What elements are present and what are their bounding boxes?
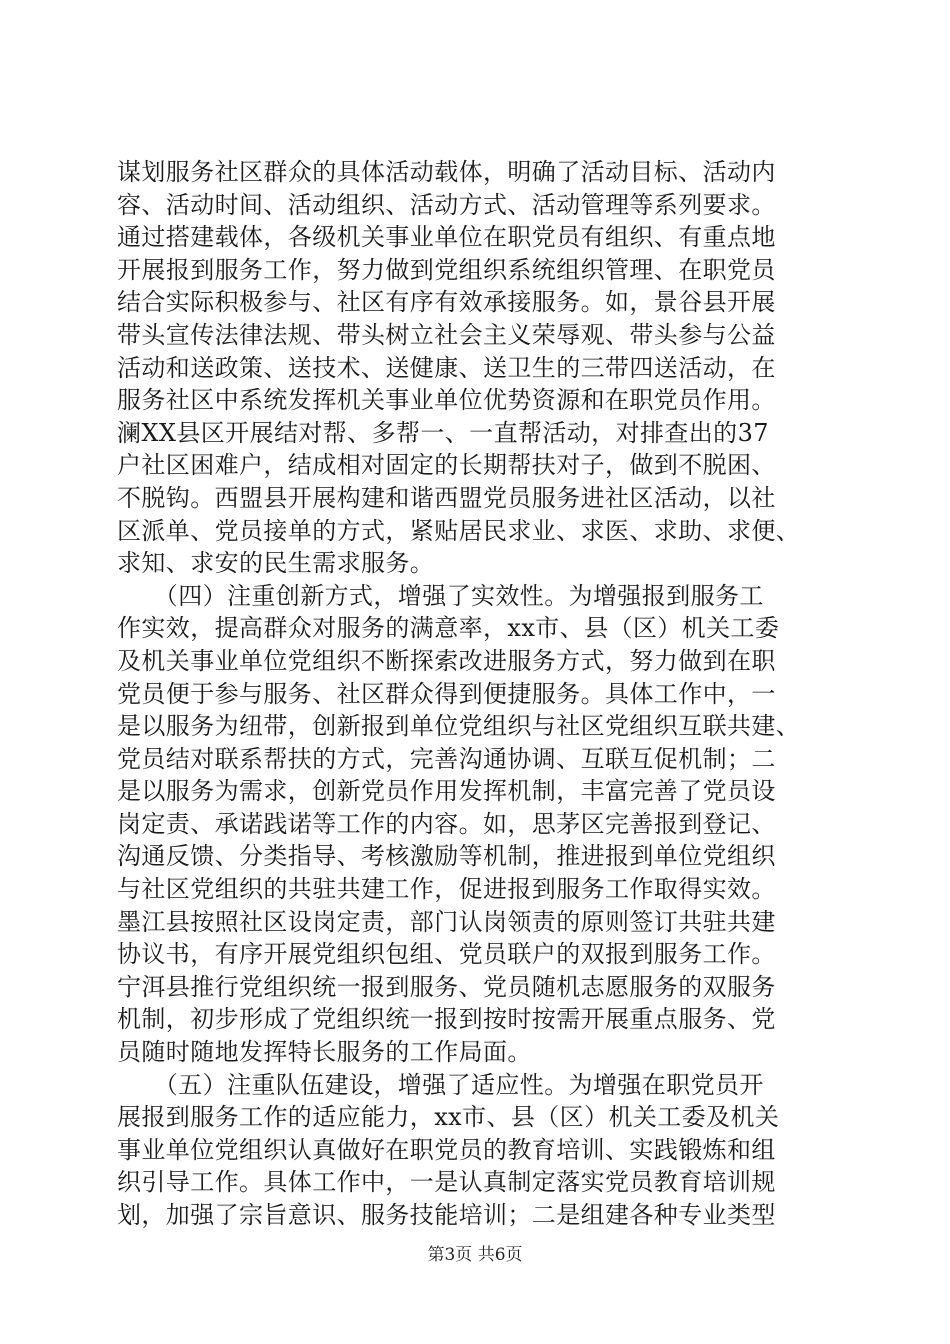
text-line: 澜XX县区开展结对帮、多帮一、一直帮活动，对排查出的37	[117, 418, 769, 447]
text-line: 党员结对联系帮扶的方式，完善沟通协调、互联互促机制；二	[117, 744, 776, 773]
text-line: 求知、求安的民生需求服务。	[117, 549, 435, 578]
text-line: 户社区困难户，结成相对固定的长期帮扶对子，做到不脱困、	[117, 451, 776, 480]
text-line: 是以服务为需求，创新党员作用发挥机制，丰富完善了党员设	[117, 777, 776, 806]
text-line: 与社区党组织的共驻共建工作，促进报到服务工作取得实效。	[117, 875, 776, 904]
text-line: 机制，初步形成了党组织统一报到按时按需开展重点服务、党	[117, 1005, 776, 1034]
text-line: 宁洱县推行党组织统一报到服务、党员随机志愿服务的双服务	[117, 972, 776, 1001]
text-line: 展报到服务工作的适应能力，xx市、县（区）机关工委及机关	[117, 1103, 780, 1132]
text-line: 通过搭建载体，各级机关事业单位在职党员有组织、有重点地	[117, 223, 776, 252]
text-line: 区派单、党员接单的方式，紧贴居民求业、求医、求助、求便、	[117, 516, 801, 545]
text-line: 岗定责、承诺践诺等工作的内容。如，思茅区完善报到登记、	[117, 809, 776, 838]
text-line: 员随时随地发挥特长服务的工作局面。	[117, 1038, 532, 1067]
text-line: 是以服务为纽带，创新报到单位党组织与社区党组织互联共建、	[117, 712, 801, 741]
text-line: 墨江县按照社区设岗定责，部门认岗领责的原则签订共驻共建	[117, 907, 776, 936]
text-line: 带头宣传法律法规、带头树立社会主义荣辱观、带头参与公益	[117, 320, 776, 349]
text-line: 不脱钩。西盟县开展构建和谐西盟党员服务进社区活动，以社	[117, 483, 776, 512]
text-line: 协议书，有序开展党组织包组、党员联户的双报到服务工作。	[117, 940, 776, 969]
text-line: 沟通反馈、分类指导、考核激励等机制，推进报到单位党组织	[117, 842, 776, 871]
text-line: 党员便于参与服务、社区群众得到便捷服务。具体工作中，一	[117, 679, 776, 708]
text-line: 作实效，提高群众对服务的满意率，xx市、县（区）机关工委	[117, 614, 780, 643]
page-footer: 第3页 共6页	[427, 1245, 523, 1265]
text-line: 活动和送政策、送技术、送健康、送卫生的三带四送活动，在	[117, 353, 776, 382]
text-line: 划，加强了宗旨意识、服务技能培训；二是组建各种专业类型	[117, 1201, 776, 1229]
text-line: 服务社区中系统发挥机关事业单位优势资源和在职党员作用。	[117, 386, 776, 415]
body-text	[117, 156, 837, 1232]
text-line: 织引导工作。具体工作中，一是认真制定落实党员教育培训规	[117, 1168, 776, 1197]
text-line: （五）注重队伍建设，增强了适应性。为增强在职党员开	[117, 1070, 764, 1099]
text-line: 容、活动时间、活动组织、活动方式、活动管理等系列要求。	[117, 190, 776, 219]
text-line: 及机关事业单位党组织不断探索改进服务方式，努力做到在职	[117, 646, 776, 675]
text-line: 开展报到服务工作，努力做到党组织系统组织管理、在职党员	[117, 255, 776, 284]
text-line: 结合实际积极参与、社区有序有效承接服务。如，景谷县开展	[117, 288, 776, 317]
text-line: （四）注重创新方式，增强了实效性。为增强报到服务工	[117, 581, 764, 610]
text-line: 谋划服务社区群众的具体活动载体，明确了活动目标、活动内	[117, 158, 776, 186]
text-line: 事业单位党组织认真做好在职党员的教育培训、实践锻炼和组	[117, 1135, 776, 1164]
